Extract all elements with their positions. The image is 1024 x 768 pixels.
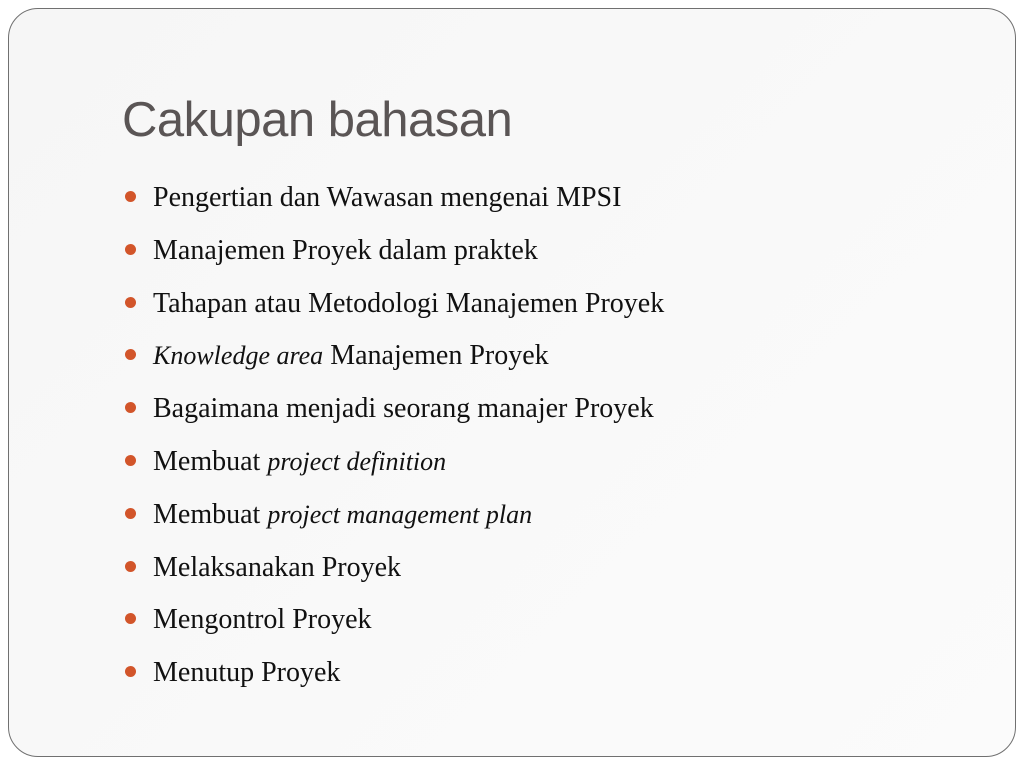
bullet-text: Manajemen Proyek (323, 340, 549, 372)
bullet-text: Melaksanakan Proyek (153, 551, 402, 583)
slide (8, 8, 1016, 757)
slide-title: Cakupan bahasan (122, 93, 513, 147)
bullet-text: Menutup Proyek (153, 657, 341, 689)
bullet-text: Membuat (153, 445, 268, 477)
bullet-text: Tahapan atau Metodologi Manajemen Proyek (153, 287, 665, 319)
list-item (125, 436, 664, 489)
bullet-italic-text: project management plan (267, 499, 533, 529)
list-item (125, 594, 664, 647)
bullet-text: Membuat (153, 498, 268, 530)
bullet-text: Mengontrol Proyek (153, 604, 372, 636)
list-item (125, 383, 664, 436)
bullet-dot-icon (125, 297, 136, 308)
bullet-text: Pengertian dan Wawasan mengenai MPSI (153, 182, 622, 213)
bullet-text: Bagaimana menjadi seorang manajer Proyek (153, 393, 654, 425)
bullet-dot-icon (125, 455, 136, 466)
list-item (125, 172, 664, 225)
list-item (125, 647, 664, 700)
bullet-text: Manajemen Proyek dalam praktek (153, 234, 538, 266)
list-item (125, 489, 664, 542)
bullet-dot-icon (125, 349, 136, 360)
list-item (125, 330, 664, 383)
bullet-dot-icon (125, 191, 136, 202)
list-item (125, 278, 664, 331)
bullet-italic-text: Knowledge area (153, 341, 324, 371)
bullet-dot-icon (125, 613, 136, 624)
list-item (125, 542, 664, 595)
bullet-dot-icon (125, 244, 136, 255)
bullet-list (125, 172, 664, 700)
list-item (125, 225, 664, 278)
bullet-dot-icon (125, 561, 136, 572)
bullet-dot-icon (125, 402, 136, 413)
bullet-dot-icon (125, 666, 136, 677)
bullet-dot-icon (125, 508, 136, 519)
bullet-italic-text: project definition (267, 446, 447, 476)
